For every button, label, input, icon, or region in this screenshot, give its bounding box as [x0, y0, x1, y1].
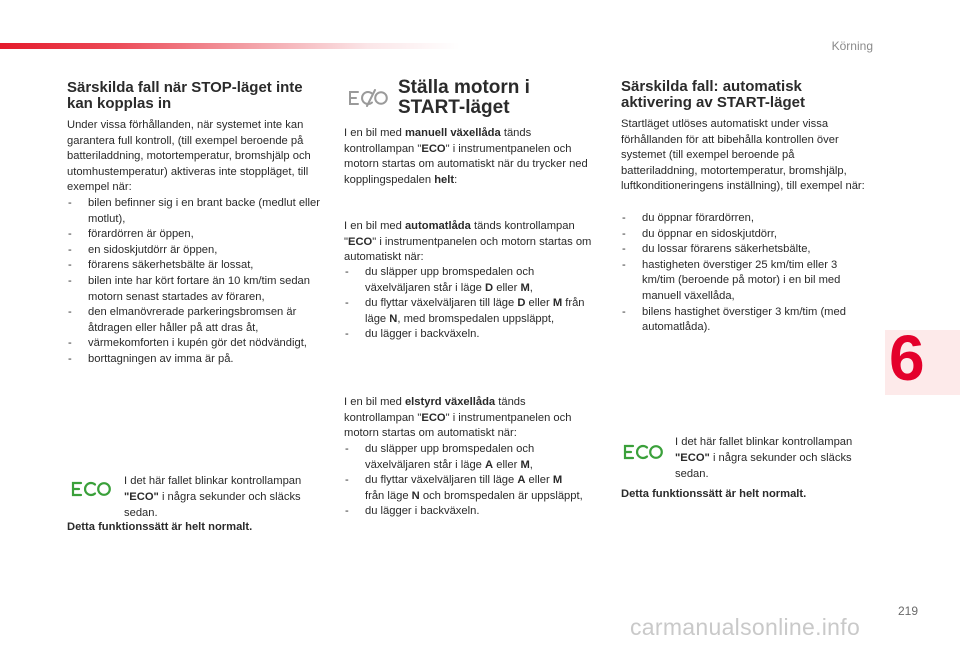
col2-auto-para: I en bil med automatlåda tänds kontrollampan "ECO" i instrumentpanelen och motorn startas om automatiskt när: — [344, 220, 592, 264]
col3-title: Särskilda fall: automatisk aktivering av START-läget — [621, 78, 805, 111]
list-item: - förarens säkerhetsbälte är lossat, — [67, 258, 325, 274]
col3-intro: Startläget utlöses automatiskt under vissa förhållanden för att bibehålla kontrollen över systemet (till exempel beroende på batteriladdning, motortemperatur, bromshjälp, luftkonditioneringens inställning), till exempel när: — [621, 118, 865, 193]
list-item: - du öppnar förardörren, — [621, 211, 871, 227]
list-item: - bilen befinner sig i en brant backe (medlut eller motlut), — [67, 196, 325, 227]
list-item: - borttagningen av imma är på. — [67, 352, 325, 368]
col3-list — [621, 211, 871, 336]
list-item: - du lägger i backväxeln. — [344, 504, 584, 520]
list-item: - hastigheten överstiger 25 km/tim eller 3 km/tim (beroende på motor) i en bil med manuell växellåda, — [621, 258, 871, 305]
col2-auto-list — [344, 265, 594, 343]
list-item: - du öppnar en sidoskjutdörr, — [621, 227, 871, 243]
col1-note: I det här fallet blinkar kontrollampan "ECO" i några sekunder och släcks sedan. — [124, 475, 302, 519]
eco-green-icon — [622, 443, 664, 461]
watermark: carmanualsonline.info — [630, 614, 861, 640]
col3-note: I det här fallet blinkar kontrollampan "ECO" i några sekunder och släcks sedan. — [675, 436, 853, 480]
col1-list — [67, 196, 325, 368]
list-item: - bilen inte har kört fortare än 10 km/tim sedan motorn senast startades av föraren, — [67, 274, 325, 305]
page-number: 219 — [898, 604, 919, 618]
eco-grey-icon — [347, 89, 389, 107]
eco-green-icon — [70, 480, 112, 498]
chapter-title: Körning — [831, 39, 873, 53]
col2-elec-para: I en bil med elstyrd växellåda tänds kontrollampan "ECO" i instrumentpanelen och motorn startas om automatiskt när: — [344, 396, 572, 440]
list-item: - bilens hastighet överstiger 3 km/tim (med automatlåda). — [621, 305, 871, 336]
list-item: - du lägger i backväxeln. — [344, 327, 594, 343]
list-item: - värmekomforten i kupén gör det nödvändigt, — [67, 336, 325, 352]
list-item: - du lossar förarens säkerhetsbälte, — [621, 242, 871, 258]
col2-elec-list — [344, 442, 584, 520]
list-item: - du släpper upp bromspedalen och växelväljaren står i läge D eller M, — [344, 265, 594, 296]
list-item: - du flyttar växelväljaren till läge D eller M från läge N, med bromspedalen uppsläppt, — [344, 296, 594, 327]
list-item: - du släpper upp bromspedalen och växelväljaren står i läge A eller M, — [344, 442, 584, 473]
col2-title: Ställa motorn i START-läget — [398, 77, 530, 118]
col1-title: Särskilda fall när STOP-läget inte kan kopplas in — [67, 79, 303, 112]
col1-final: Detta funktionssätt är helt normalt. — [67, 521, 253, 533]
header-color-bar — [0, 43, 460, 49]
chapter-number: 6 — [889, 322, 925, 394]
list-item: - en sidoskjutdörr är öppen, — [67, 243, 325, 259]
col2-manual-para: I en bil med manuell växellåda tänds kontrollampan "ECO" i instrumentpanelen och motorn startas om automatiskt när du trycker ned kopplingspedalen helt: — [344, 127, 588, 186]
list-item: - den elmanövrerade parkeringsbromsen är åtdragen eller håller på att dras åt, — [67, 305, 325, 336]
list-item: - du flyttar växelväljaren till läge A eller M från läge N och bromspedalen är uppsläppt, — [344, 473, 584, 504]
list-item: - förardörren är öppen, — [67, 227, 325, 243]
col3-final: Detta funktionssätt är helt normalt. — [621, 488, 807, 500]
col1-intro: Under vissa förhållanden, när systemet inte kan garantera full kontroll, (till exempel beroende på batteriladdning, motortemperatur, bromshjälp och utomhustemperatur) aktiveras inte stoppläget, till exempel när: — [67, 119, 311, 194]
